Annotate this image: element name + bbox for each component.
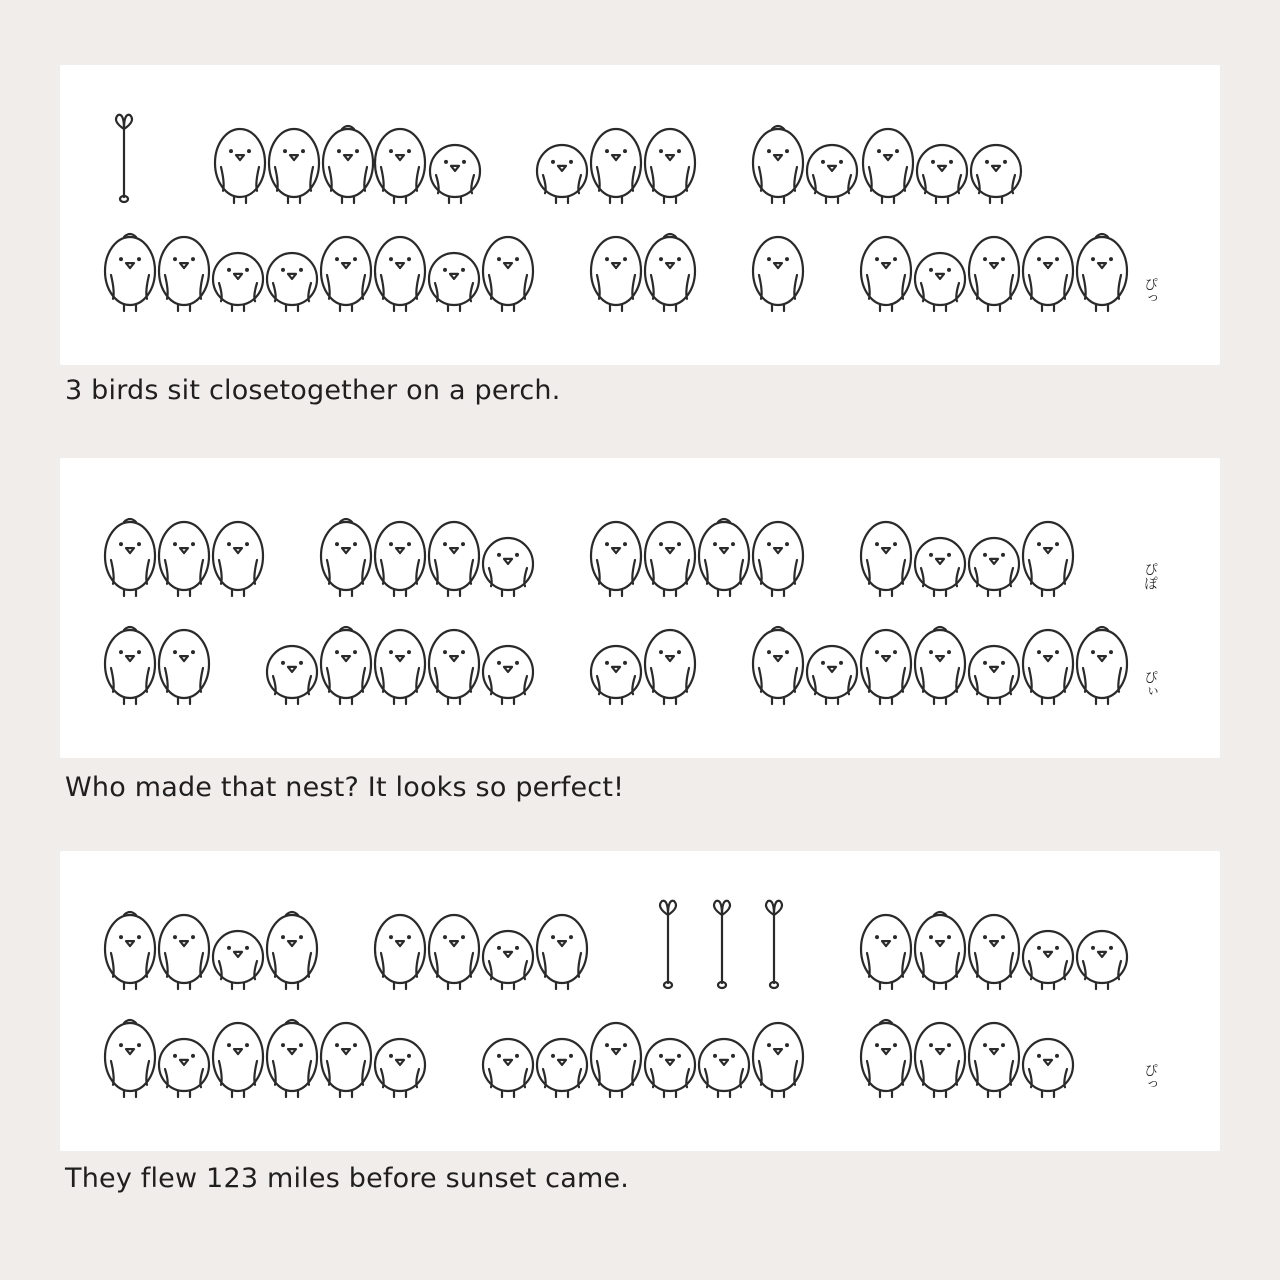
bird-icon [699, 1039, 749, 1097]
bird-icon [969, 237, 1019, 311]
bird-icon [969, 1023, 1019, 1097]
bird-icon [429, 522, 479, 596]
bird-illustration-2 [60, 458, 1220, 758]
bird-icon [483, 1039, 533, 1097]
bird-icon [429, 630, 479, 704]
bird-icon [430, 145, 480, 203]
bird-icon [753, 126, 803, 203]
sprout-icon [116, 115, 132, 202]
bird-icon [915, 1023, 965, 1097]
caption-2: Who made that nest? It looks so perfect! [65, 772, 625, 803]
bird-icon [537, 1039, 587, 1097]
bird-icon [321, 1023, 371, 1097]
bird-icon [483, 646, 533, 704]
bird-icon [699, 519, 749, 596]
sound-effect-text: ぴっ [1142, 277, 1158, 305]
sprout-icon [714, 901, 730, 988]
bird-icon [807, 145, 857, 203]
bird-icon [915, 912, 965, 989]
bird-icon [1077, 931, 1127, 989]
bird-icon [267, 646, 317, 704]
bird-icon [105, 1020, 155, 1097]
bird-icon [267, 1020, 317, 1097]
bird-icon [105, 912, 155, 989]
bird-icon [267, 912, 317, 989]
bird-icon [321, 237, 371, 311]
illustration-panel-1 [60, 65, 1220, 365]
bird-icon [483, 931, 533, 989]
bird-icon [105, 627, 155, 704]
bird-icon [969, 646, 1019, 704]
bird-icon [861, 630, 911, 704]
illustration-panel-2 [60, 458, 1220, 758]
bird-icon [213, 522, 263, 596]
sound-effect-text: ぴっ [1142, 1063, 1158, 1091]
bird-icon [969, 915, 1019, 989]
bird-icon [753, 522, 803, 596]
bird-icon [159, 522, 209, 596]
bird-icon [915, 253, 965, 311]
bird-icon [321, 519, 371, 596]
bird-icon [429, 253, 479, 311]
bird-icon [105, 519, 155, 596]
bird-icon [861, 915, 911, 989]
sound-effect-text: ぴぽ [1142, 562, 1158, 590]
bird-icon [483, 237, 533, 311]
bird-icon [105, 234, 155, 311]
bird-illustration-1 [60, 65, 1220, 365]
sound-effect-text: ぴぃ [1142, 670, 1158, 698]
bird-icon [915, 627, 965, 704]
bird-icon [1077, 234, 1127, 311]
bird-icon [753, 627, 803, 704]
bird-icon [1077, 627, 1127, 704]
bird-icon [213, 253, 263, 311]
bird-icon [1023, 237, 1073, 311]
bird-icon [645, 630, 695, 704]
bird-icon [213, 1023, 263, 1097]
bird-icon [753, 1023, 803, 1097]
bird-icon [591, 1023, 641, 1097]
bird-icon [1023, 522, 1073, 596]
bird-icon [645, 1039, 695, 1097]
bird-icon [215, 129, 265, 203]
bird-icon [971, 145, 1021, 203]
bird-icon [429, 915, 479, 989]
bird-icon [159, 237, 209, 311]
bird-icon [591, 129, 641, 203]
bird-icon [537, 915, 587, 989]
caption-1: 3 birds sit closetogether on a perch. [65, 375, 561, 406]
bird-icon [375, 1039, 425, 1097]
bird-icon [159, 1039, 209, 1097]
bird-icon [591, 646, 641, 704]
caption-3: They flew 123 miles before sunset came. [65, 1163, 630, 1194]
bird-icon [267, 253, 317, 311]
bird-icon [375, 129, 425, 203]
bird-icon [863, 129, 913, 203]
sprout-icon [660, 901, 676, 988]
bird-icon [861, 237, 911, 311]
bird-icon [159, 630, 209, 704]
bird-icon [483, 538, 533, 596]
bird-icon [917, 145, 967, 203]
bird-icon [861, 522, 911, 596]
bird-icon [645, 522, 695, 596]
bird-icon [321, 627, 371, 704]
bird-icon [645, 129, 695, 203]
bird-icon [159, 915, 209, 989]
bird-icon [591, 522, 641, 596]
bird-icon [645, 234, 695, 311]
bird-icon [375, 522, 425, 596]
bird-icon [861, 1020, 911, 1097]
bird-icon [807, 646, 857, 704]
bird-icon [1023, 630, 1073, 704]
bird-icon [915, 538, 965, 596]
bird-icon [537, 145, 587, 203]
bird-icon [269, 129, 319, 203]
bird-icon [1023, 1039, 1073, 1097]
bird-icon [323, 126, 373, 203]
sprout-icon [766, 901, 782, 988]
bird-illustration-3 [60, 851, 1220, 1151]
bird-icon [213, 931, 263, 989]
illustration-panel-3 [60, 851, 1220, 1151]
bird-icon [969, 538, 1019, 596]
bird-icon [375, 915, 425, 989]
bird-icon [1023, 931, 1073, 989]
bird-icon [375, 630, 425, 704]
bird-icon [591, 237, 641, 311]
bird-icon [375, 237, 425, 311]
bird-icon [753, 237, 803, 311]
